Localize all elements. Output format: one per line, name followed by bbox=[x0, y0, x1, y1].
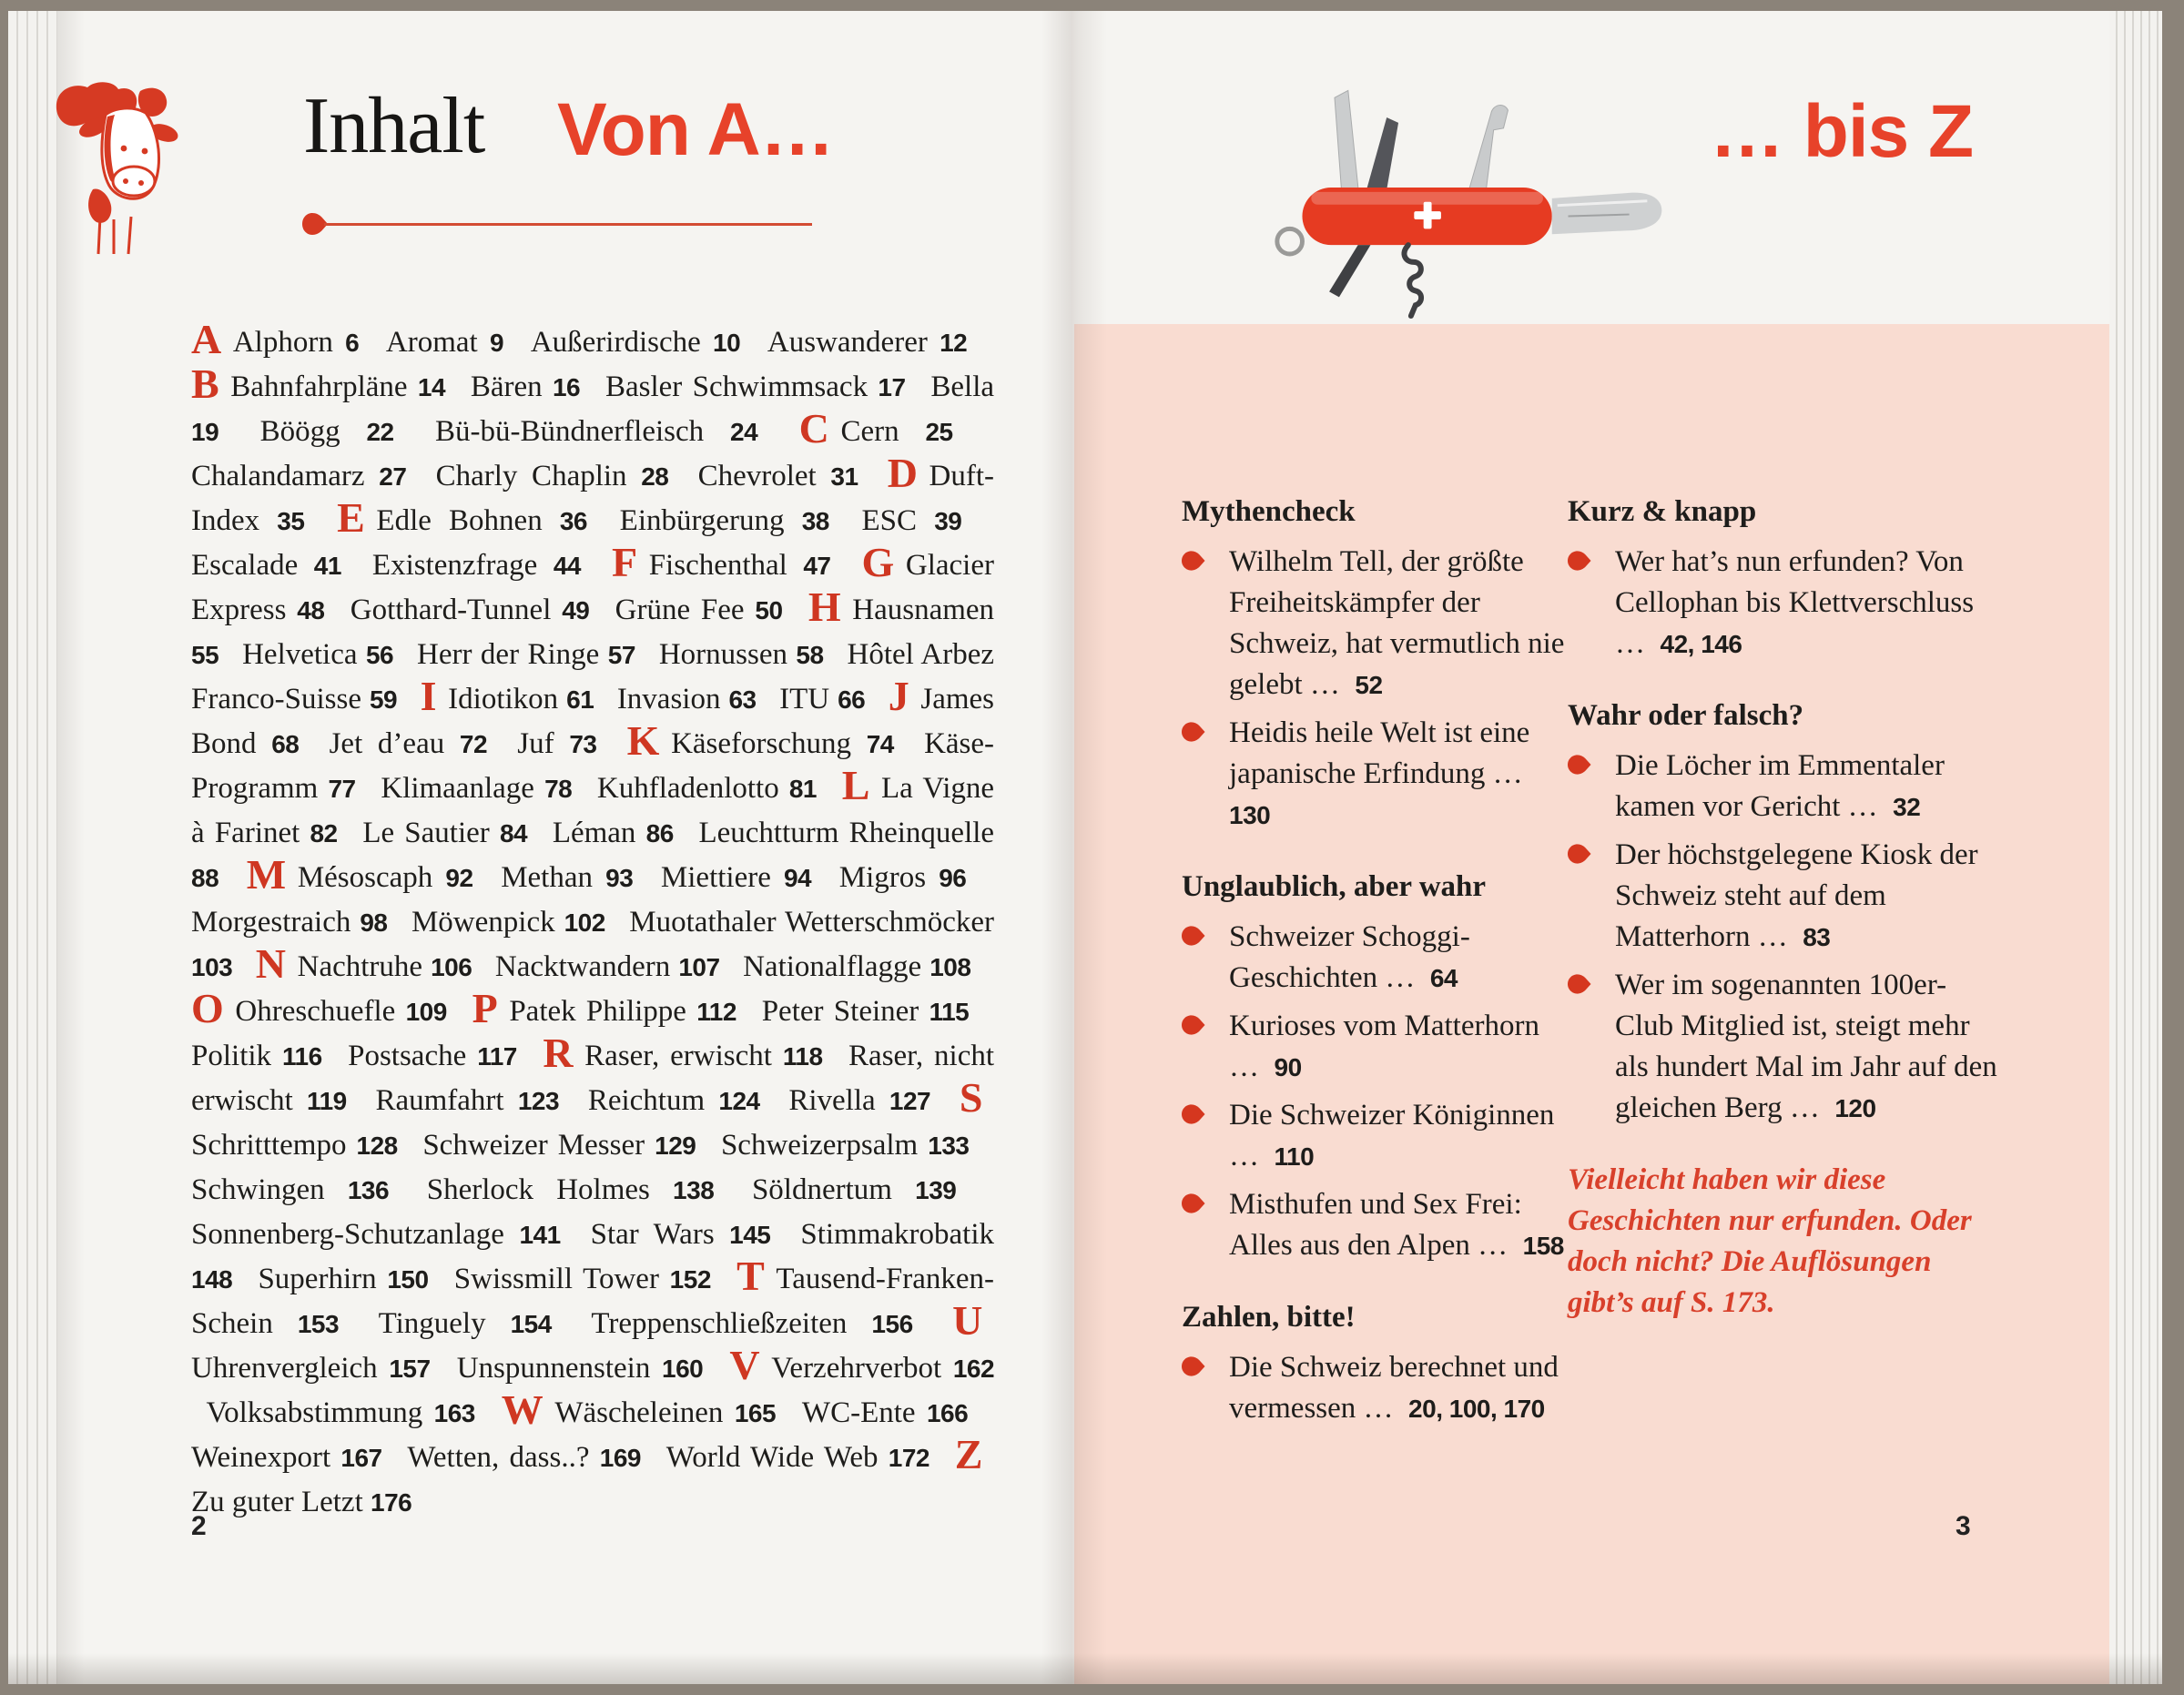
index-page-number: 19 bbox=[191, 418, 219, 446]
index-page-number: 72 bbox=[459, 730, 488, 758]
index-entry: Gotthard-Tunnel 49 bbox=[350, 594, 590, 626]
index-page-number: 17 bbox=[878, 373, 906, 401]
index-entry: Schweizer Messer 129 bbox=[422, 1129, 696, 1162]
index-page-number: 133 bbox=[928, 1132, 970, 1160]
index-page-number: 28 bbox=[641, 462, 669, 491]
index-entry: Auswanderer 12 bbox=[767, 326, 968, 359]
index-page-number: 141 bbox=[519, 1221, 561, 1249]
index-entry: Tinguely 154 bbox=[378, 1307, 552, 1340]
index-entry: Chevrolet 31 bbox=[697, 460, 858, 492]
index-page-number: 82 bbox=[310, 819, 338, 848]
index-page-number: 160 bbox=[662, 1355, 704, 1383]
toc-item-pages: 90 bbox=[1274, 1053, 1302, 1081]
index-page-number: 59 bbox=[369, 685, 398, 714]
index-page-number: 14 bbox=[417, 373, 446, 401]
index-entry: Bären 16 bbox=[470, 370, 581, 403]
toc-item bbox=[1568, 746, 2003, 827]
index-page-number: 116 bbox=[281, 1042, 322, 1071]
toc-item-text: Wer im sogenannten 100er-Club Mitglied ist, steigt mehr als hundert Mal im Jahr auf den gleichen Berg … 120 bbox=[1615, 969, 1997, 1124]
toc-section-header: Kurz & knapp bbox=[1568, 495, 1757, 528]
index-entry: Nachtruhe 106 bbox=[297, 950, 472, 983]
index-page-number: 12 bbox=[940, 329, 968, 357]
toc-section bbox=[1568, 492, 2003, 665]
toc-item-text: Wer hat’s nun erfunden? Von Cellophan bis Klettverschluss … 42, 146 bbox=[1615, 545, 1975, 660]
index-page-number: 92 bbox=[445, 864, 473, 892]
toc-item bbox=[1568, 965, 2003, 1129]
index-entry: Juf 73 bbox=[517, 727, 597, 760]
teardrop-bullet-icon bbox=[1568, 755, 1591, 775]
index-page-number: 157 bbox=[389, 1355, 431, 1383]
index-letter-C: C bbox=[798, 405, 829, 452]
toc-item-text: Wilhelm Tell, der größte Freiheitskämpfer der Schweiz, hat vermutlich nie gelebt … 52 bbox=[1229, 545, 1565, 701]
index-page-number: 63 bbox=[728, 685, 757, 714]
index-entry: Charly Chaplin 28 bbox=[435, 460, 669, 492]
index-entry: Edle Bohnen 36 bbox=[376, 504, 588, 537]
teardrop-bullet-icon bbox=[1182, 1104, 1205, 1124]
index-page-number: 139 bbox=[915, 1176, 957, 1204]
index-letter-M: M bbox=[246, 851, 287, 898]
index-entry: World Wide Web 172 bbox=[665, 1441, 929, 1474]
index-letter-K: K bbox=[626, 717, 660, 764]
index-page-number: 10 bbox=[713, 329, 741, 357]
index-page-number: 22 bbox=[366, 418, 394, 446]
index-letter-E: E bbox=[337, 494, 365, 541]
toc-section bbox=[1182, 492, 1568, 836]
teardrop-bullet-icon bbox=[1568, 844, 1591, 864]
title-underline bbox=[324, 223, 812, 226]
index-entry: Kuhfladenlotto 81 bbox=[596, 772, 818, 805]
index-entry: Duft-Index 35 bbox=[191, 460, 995, 537]
index-letter-G: G bbox=[861, 539, 895, 585]
index-page-number: 38 bbox=[801, 507, 829, 535]
index-entry: Jet d’eau 72 bbox=[329, 727, 488, 760]
toc-section bbox=[1182, 867, 1568, 1266]
index-entry: Hausnamen 55 bbox=[191, 594, 995, 669]
index-letter-W: W bbox=[501, 1386, 543, 1433]
index-page-number: 35 bbox=[277, 507, 305, 535]
alphabetical-index bbox=[191, 316, 995, 1525]
index-page-number: 31 bbox=[830, 462, 858, 491]
index-entry: Existenzfrage 44 bbox=[371, 549, 581, 582]
index-entry: Bü-bü-Bündnerfleisch 24 bbox=[435, 415, 758, 448]
index-letter-V: V bbox=[729, 1342, 760, 1388]
index-entry: Alphorn 6 bbox=[232, 326, 360, 359]
index-entry: James Bond 68 bbox=[191, 683, 995, 760]
toc-item bbox=[1182, 1006, 1568, 1088]
index-entry: Leuchtturm Rheinquelle 88 bbox=[191, 817, 995, 892]
index-entry: Hôtel Arbez Franco-Suisse 59 bbox=[191, 638, 995, 716]
toc-item-pages: 32 bbox=[1893, 793, 1921, 821]
index-entry: Nacktwandern 107 bbox=[494, 950, 720, 983]
index-entry: Raser, erwischt 118 bbox=[584, 1040, 823, 1072]
index-entry: ESC 39 bbox=[861, 504, 962, 537]
index-page-number: 86 bbox=[645, 819, 674, 848]
teardrop-bullet-icon bbox=[1182, 926, 1205, 946]
index-entry: Söldnertum 139 bbox=[751, 1173, 957, 1206]
index-entry: Raumfahrt 123 bbox=[375, 1084, 560, 1117]
index-page-number: 81 bbox=[788, 775, 818, 803]
index-page-number: 124 bbox=[718, 1087, 760, 1115]
toc-section-header: Wahr oder falsch? bbox=[1568, 699, 1804, 732]
index-page-number: 123 bbox=[517, 1087, 560, 1115]
index-letter-J: J bbox=[888, 673, 909, 719]
index-entry: Schritttempo 128 bbox=[191, 1129, 398, 1162]
index-page-number: 57 bbox=[607, 641, 635, 669]
index-entry: Sonnenberg-Schutzanlage 141 bbox=[191, 1218, 561, 1251]
index-entry: Wäscheleinen 165 bbox=[554, 1396, 777, 1429]
index-entry: Weinexport 167 bbox=[191, 1441, 382, 1474]
index-entry: Grüne Fee 50 bbox=[615, 594, 783, 626]
index-letter-Z: Z bbox=[954, 1431, 983, 1477]
toc-item-text: Die Schweiz berechnet und vermessen … 20, 100, 170 bbox=[1229, 1351, 1559, 1425]
index-page-number: 165 bbox=[734, 1399, 777, 1427]
index-entry: Politik 116 bbox=[191, 1040, 322, 1072]
toc-item bbox=[1182, 1184, 1568, 1266]
index-entry: Käse-Programm 77 bbox=[191, 727, 995, 805]
book-gutter bbox=[1041, 11, 1107, 1684]
toc-column-left bbox=[1182, 492, 1568, 1460]
index-page-number: 96 bbox=[939, 864, 967, 892]
index-letter-I: I bbox=[420, 673, 437, 719]
teardrop-bullet-icon bbox=[1182, 1015, 1205, 1035]
index-entry: La Vigne à Farinet 82 bbox=[191, 772, 995, 849]
index-page-number: 112 bbox=[696, 998, 736, 1026]
index-page-number: 163 bbox=[433, 1399, 475, 1427]
index-page-number: 44 bbox=[553, 552, 581, 580]
toc-item-text: Die Schweizer Königinnen … 110 bbox=[1229, 1099, 1555, 1172]
index-entry: Muotathaler Wetterschmöcker 103 bbox=[191, 906, 995, 981]
index-entry: Chalandamarz 27 bbox=[191, 460, 407, 492]
index-page-number: 154 bbox=[510, 1310, 552, 1338]
index-entry: Morgestraich 98 bbox=[191, 906, 388, 939]
index-page-number: 102 bbox=[564, 908, 605, 937]
index-entry: Ohreschuefle 109 bbox=[235, 995, 447, 1028]
index-letter-R: R bbox=[543, 1030, 574, 1076]
index-page-number: 108 bbox=[929, 953, 971, 981]
swiss-army-knife-icon bbox=[1271, 51, 1668, 320]
toc-item-text: Kurioses vom Matterhorn … 90 bbox=[1229, 1010, 1539, 1083]
index-page-number: 49 bbox=[562, 596, 590, 624]
toc-section-header: Mythencheck bbox=[1182, 495, 1356, 528]
toc-item-pages: 52 bbox=[1355, 671, 1383, 699]
index-entry: ITU 66 bbox=[779, 683, 866, 716]
index-page-number: 118 bbox=[782, 1042, 823, 1071]
page-edges-right bbox=[2109, 11, 2162, 1684]
index-page-number: 36 bbox=[559, 507, 588, 535]
index-page-number: 41 bbox=[313, 552, 341, 580]
index-entry: Star Wars 145 bbox=[590, 1218, 771, 1251]
teardrop-bullet-icon bbox=[1568, 551, 1591, 571]
index-entry: Zu guter Letzt 176 bbox=[191, 1486, 412, 1518]
index-entry: Hornussen 58 bbox=[658, 638, 824, 671]
index-letter-B: B bbox=[191, 360, 219, 407]
index-entry: Raser, nicht erwischt 119 bbox=[191, 1040, 995, 1117]
toc-item bbox=[1182, 1095, 1568, 1177]
index-page-number: 27 bbox=[379, 462, 407, 491]
index-page-number: 127 bbox=[889, 1087, 931, 1115]
index-page-number: 93 bbox=[605, 864, 634, 892]
index-page-number: 115 bbox=[929, 998, 970, 1026]
index-letter-P: P bbox=[472, 985, 498, 1031]
toc-item-text: Schweizer Schoggi-Geschichten … 64 bbox=[1229, 920, 1470, 994]
index-page-number: 153 bbox=[297, 1310, 340, 1338]
index-entry: Herr der Ringe 57 bbox=[417, 638, 635, 671]
index-page-number: 61 bbox=[566, 685, 594, 714]
page-edges-left bbox=[8, 11, 57, 1684]
title-accent-bis-z: … bis Z bbox=[1710, 90, 1974, 173]
index-entry: Sherlock Holmes 138 bbox=[426, 1173, 715, 1206]
index-entry: Käseforschung 74 bbox=[671, 727, 894, 760]
index-entry: Bella 19 bbox=[191, 370, 995, 446]
index-page-number: 156 bbox=[871, 1310, 913, 1338]
index-letter-D: D bbox=[887, 450, 918, 496]
answers-note: Vielleicht haben wir diese Geschichten nur erfunden. Oder doch nicht? Die Auflösungen gibt’s auf S. 173. bbox=[1568, 1163, 1972, 1319]
index-entry: Rivella 127 bbox=[788, 1084, 931, 1117]
index-letter-U: U bbox=[952, 1297, 983, 1344]
index-entry: Einbürgerung 38 bbox=[619, 504, 829, 537]
index-letter-S: S bbox=[959, 1074, 983, 1121]
index-letter-L: L bbox=[841, 762, 870, 808]
index-page-number: 169 bbox=[599, 1444, 641, 1472]
index-page-number: 136 bbox=[347, 1176, 390, 1204]
teardrop-bullet-icon bbox=[1182, 1193, 1205, 1213]
index-page-number: 24 bbox=[730, 418, 758, 446]
toc-section bbox=[1568, 695, 2003, 1129]
bottom-page-shadow bbox=[8, 1653, 2162, 1684]
index-page-number: 162 bbox=[952, 1355, 995, 1383]
toc-item-text: Die Löcher im Emmentaler kamen vor Gericht … 32 bbox=[1615, 749, 1945, 823]
index-page-number: 88 bbox=[191, 864, 219, 892]
index-entry: Verzehrverbot 162 bbox=[771, 1352, 995, 1385]
index-page-number: 94 bbox=[783, 864, 812, 892]
toc-item-pages: 110 bbox=[1274, 1142, 1315, 1171]
index-entry: Mésoscaph 92 bbox=[297, 861, 473, 894]
index-page-number: 78 bbox=[544, 775, 573, 803]
index-entry: Invasion 63 bbox=[616, 683, 757, 716]
toc-item-pages: 42, 146 bbox=[1660, 630, 1742, 658]
index-entry: Glacier Express 48 bbox=[191, 549, 994, 626]
toc-item-pages: 120 bbox=[1834, 1094, 1876, 1122]
index-entry: Miettiere 94 bbox=[660, 861, 812, 894]
index-page-number: 176 bbox=[371, 1488, 412, 1517]
index-entry: Schwingen 136 bbox=[191, 1173, 390, 1206]
title-accent-von-a: Von A… bbox=[557, 88, 834, 171]
index-page-number: 166 bbox=[926, 1399, 969, 1427]
toc-item-pages: 158 bbox=[1522, 1232, 1564, 1260]
index-page-number: 172 bbox=[888, 1444, 929, 1472]
teardrop-bullet-icon bbox=[1182, 722, 1205, 742]
index-page-number: 56 bbox=[365, 641, 394, 669]
index-page-number: 129 bbox=[655, 1132, 696, 1160]
index-entry: Nationalflagge 108 bbox=[743, 950, 971, 983]
index-page-number: 55 bbox=[191, 641, 219, 669]
toc-item bbox=[1568, 835, 2003, 958]
index-entry: Reichtum 124 bbox=[587, 1084, 760, 1117]
index-entry: Wetten, dass..? 169 bbox=[407, 1441, 641, 1474]
index-page-number: 73 bbox=[569, 730, 597, 758]
index-page-number: 39 bbox=[934, 507, 962, 535]
teardrop-bullet-icon bbox=[1568, 974, 1591, 994]
index-entry: WC-Ente 166 bbox=[801, 1396, 969, 1429]
index-page-number: 68 bbox=[271, 730, 300, 758]
page-number-right: 3 bbox=[1955, 1511, 1971, 1541]
index-entry: Peter Steiner 115 bbox=[761, 995, 970, 1028]
index-page-number: 25 bbox=[925, 418, 953, 446]
index-page-number: 128 bbox=[356, 1132, 398, 1160]
toc-section-header: Unglaublich, aber wahr bbox=[1182, 870, 1487, 903]
index-page-number: 50 bbox=[755, 596, 783, 624]
toc-item-pages: 130 bbox=[1229, 801, 1271, 829]
index-page-number: 138 bbox=[673, 1176, 715, 1204]
index-page-number: 145 bbox=[729, 1221, 771, 1249]
index-page-number: 98 bbox=[360, 908, 388, 937]
toc-item-pages: 64 bbox=[1429, 964, 1458, 992]
index-page-number: 6 bbox=[345, 329, 360, 357]
toc-item bbox=[1182, 542, 1568, 705]
toc-item-text: Der höchstgelegene Kiosk der Schweiz steht auf dem Matterhorn … 83 bbox=[1615, 838, 1978, 953]
index-page-number: 117 bbox=[477, 1042, 517, 1071]
index-entry: Außerirdische 10 bbox=[530, 326, 741, 359]
index-page-number: 47 bbox=[803, 552, 831, 580]
index-page-number: 9 bbox=[489, 329, 504, 357]
index-entry: Klimaanlage 78 bbox=[381, 772, 573, 805]
index-entry: Cern 25 bbox=[840, 415, 953, 448]
page-title: Inhalt bbox=[303, 82, 485, 170]
index-page-number: 109 bbox=[405, 998, 447, 1026]
index-entry: Möwenpick 102 bbox=[411, 906, 605, 939]
left-page-shade bbox=[57, 11, 85, 1684]
index-entry: Stimmakrobatik 148 bbox=[191, 1218, 995, 1294]
index-entry: Aromat 9 bbox=[385, 326, 504, 359]
index-letter-A: A bbox=[191, 316, 222, 362]
cow-icon bbox=[53, 78, 189, 256]
index-entry: Fischenthal 47 bbox=[648, 549, 831, 582]
index-entry: Uhrenvergleich 157 bbox=[191, 1352, 431, 1385]
toc-item bbox=[1182, 917, 1568, 999]
index-page-number: 84 bbox=[499, 819, 528, 848]
toc-column-right bbox=[1568, 492, 2003, 1324]
index-page-number: 119 bbox=[307, 1087, 347, 1115]
index-entry: Treppenschließzeiten 156 bbox=[591, 1307, 913, 1340]
index-entry: Bahnfahrpläne 14 bbox=[230, 370, 446, 403]
index-page-number: 58 bbox=[796, 641, 824, 669]
toc-item-pages: 83 bbox=[1803, 923, 1831, 951]
index-entry: Basler Schwimmsack 17 bbox=[604, 370, 906, 403]
index-letter-H: H bbox=[808, 584, 841, 630]
toc-item-pages: 20, 100, 170 bbox=[1408, 1395, 1545, 1423]
index-letter-O: O bbox=[191, 985, 224, 1031]
index-entry: Helvetica 56 bbox=[242, 638, 394, 671]
index-page-number: 74 bbox=[866, 730, 894, 758]
index-page-number: 106 bbox=[431, 953, 472, 981]
index-entry: Swissmill Tower 152 bbox=[453, 1263, 711, 1295]
index-page-number: 107 bbox=[678, 953, 720, 981]
index-page-number: 167 bbox=[340, 1444, 382, 1472]
index-entry: Unspunnenstein 160 bbox=[456, 1352, 704, 1385]
index-page-number: 77 bbox=[328, 775, 356, 803]
index-entry: Migros 96 bbox=[838, 861, 967, 894]
index-letter-N: N bbox=[255, 940, 286, 987]
index-entry: Tausend-Franken-Schein 153 bbox=[191, 1263, 995, 1340]
index-page-number: 48 bbox=[297, 596, 325, 624]
index-letter-F: F bbox=[611, 539, 638, 585]
page-number-left: 2 bbox=[191, 1511, 207, 1541]
index-entry: Schweizerpsalm 133 bbox=[720, 1129, 970, 1162]
index-page-number: 66 bbox=[838, 685, 866, 714]
index-entry: Superhirn 150 bbox=[258, 1263, 429, 1295]
toc-item bbox=[1568, 542, 2003, 665]
index-page-number: 152 bbox=[669, 1265, 711, 1294]
index-entry: Volksabstimmung 163 bbox=[206, 1396, 475, 1429]
index-page-number: 150 bbox=[387, 1265, 429, 1294]
index-entry: Idiotikon 61 bbox=[448, 683, 594, 716]
toc-item-text: Heidis heile Welt ist eine japanische Erfindung … 130 bbox=[1229, 716, 1539, 829]
index-page-number: 16 bbox=[552, 373, 581, 401]
toc-section-header: Zahlen, bitte! bbox=[1182, 1301, 1356, 1334]
toc-item bbox=[1182, 713, 1568, 836]
index-entry: Böögg 22 bbox=[259, 415, 394, 448]
index-entry: Postsache 117 bbox=[348, 1040, 517, 1072]
index-entry: Le Sautier 84 bbox=[362, 817, 528, 849]
index-entry: Léman 86 bbox=[552, 817, 674, 849]
toc-item bbox=[1182, 1347, 1568, 1429]
teardrop-bullet-icon bbox=[1182, 1356, 1205, 1376]
index-entry: Patek Philippe 112 bbox=[509, 995, 736, 1028]
index-entry: Methan 93 bbox=[501, 861, 634, 894]
teardrop-bullet-icon bbox=[1182, 551, 1205, 571]
index-page-number: 148 bbox=[191, 1265, 233, 1294]
index-entry: Escalade 41 bbox=[191, 549, 341, 582]
toc-item-text: Misthufen und Sex Frei: Alles aus den Alpen … 158 bbox=[1229, 1188, 1564, 1262]
index-page-number: 103 bbox=[191, 953, 233, 981]
index-letter-T: T bbox=[736, 1253, 765, 1299]
toc-section bbox=[1182, 1297, 1568, 1429]
